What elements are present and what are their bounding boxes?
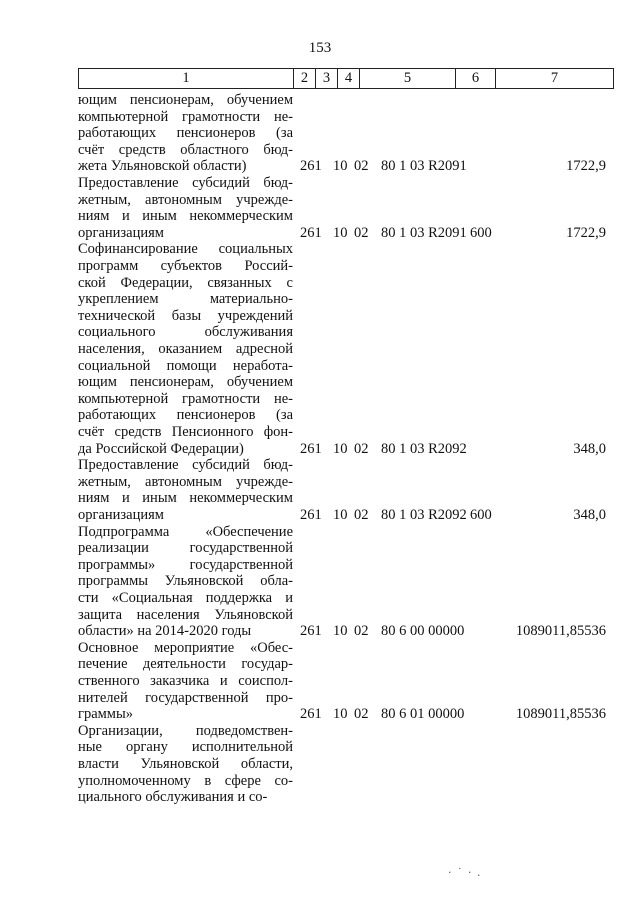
description-line: области» на 2014-2020 годы xyxy=(78,623,252,640)
scan-specks: · ˙ · . xyxy=(448,866,482,879)
description-line: ниям и иным некоммерческим xyxy=(78,490,293,507)
row-description xyxy=(78,175,293,241)
description-line: компьютерной грамотности не- xyxy=(78,108,293,125)
description-line: жетным, автономным учрежде- xyxy=(78,191,293,208)
description-line: ственного заказчика и соиспол- xyxy=(78,672,293,689)
header-col-6: 6 xyxy=(455,69,495,88)
cell-col-5: 80 1 03 R2092 xyxy=(381,506,467,523)
cell-col-2: 261 xyxy=(300,623,322,640)
row-description xyxy=(78,723,293,806)
cell-col-6: 600 xyxy=(470,506,492,523)
header-col-3: 3 xyxy=(315,69,337,88)
description-line: ные органу исполнительной xyxy=(78,739,293,756)
cell-col-4: 02 xyxy=(354,506,369,523)
description-line: Организации, подведомствен- xyxy=(78,722,293,739)
cell-col-5: 80 1 03 R2091 xyxy=(381,224,467,241)
cell-col-3: 10 xyxy=(333,158,348,175)
description-line: уполномоченному в сфере со- xyxy=(78,772,293,789)
cell-col-3: 10 xyxy=(333,224,348,241)
cell-col-7: 348,0 xyxy=(573,440,606,457)
description-line: программы» государственной xyxy=(78,556,293,573)
description-line: социальной помощи неработа- xyxy=(78,357,293,374)
row-description xyxy=(78,92,293,175)
cell-col-4: 02 xyxy=(354,224,369,241)
description-line: работающих пенсионеров (за xyxy=(78,125,293,142)
cell-col-4: 02 xyxy=(354,706,369,723)
header-col-1: 1 xyxy=(78,69,293,88)
cell-col-6: 600 xyxy=(470,224,492,241)
cell-col-3: 10 xyxy=(333,706,348,723)
row-description xyxy=(78,524,293,640)
description-line: организациям xyxy=(78,224,164,241)
description-line: нителей государственной про- xyxy=(78,689,293,706)
description-line: ющим пенсионерам, обучением xyxy=(78,92,293,108)
cell-col-2: 261 xyxy=(300,158,322,175)
description-line: циального обслуживания и со- xyxy=(78,789,268,806)
cell-col-2: 261 xyxy=(300,224,322,241)
row-description xyxy=(78,640,293,723)
description-line: печение деятельности государ- xyxy=(78,656,293,673)
description-line: программы Ульяновской обла- xyxy=(78,573,293,590)
description-line: Основное мероприятие «Обес- xyxy=(78,639,293,656)
description-line: счёт средств Пенсионного фон- xyxy=(78,423,293,440)
cell-col-5: 80 6 00 00000 xyxy=(381,623,465,640)
cell-col-7: 1722,9 xyxy=(566,224,606,241)
header-col-2: 2 xyxy=(293,69,315,88)
cell-col-2: 261 xyxy=(300,440,322,457)
description-line: Предоставление субсидий бюд- xyxy=(78,175,293,191)
description-line: Софинансирование социальных xyxy=(78,241,293,258)
cell-col-5: 80 1 03 R2091 xyxy=(381,158,467,175)
cell-col-5: 80 6 01 00000 xyxy=(381,706,465,723)
description-line: Подпрограмма «Обеспечение xyxy=(78,523,293,540)
description-line: компьютерной грамотности не- xyxy=(78,390,293,407)
cell-col-2: 261 xyxy=(300,506,322,523)
table-header-row xyxy=(78,68,614,89)
cell-col-7: 348,0 xyxy=(573,506,606,523)
cell-col-2: 261 xyxy=(300,706,322,723)
cell-col-5: 80 1 03 R2092 xyxy=(381,440,467,457)
cell-col-7: 1089011,85536 xyxy=(515,623,606,640)
description-line: программ субъектов Россий- xyxy=(78,257,293,274)
header-col-4: 4 xyxy=(337,69,359,88)
header-col-5: 5 xyxy=(359,69,455,88)
description-line: защита населения Ульяновской xyxy=(78,606,293,623)
cell-col-4: 02 xyxy=(354,158,369,175)
cell-col-3: 10 xyxy=(333,623,348,640)
description-line: технической базы учреждений xyxy=(78,307,293,324)
description-line: реализации государственной xyxy=(78,540,293,557)
description-line: ниям и иным некоммерческим xyxy=(78,208,293,225)
description-line: социального обслуживания xyxy=(78,324,293,341)
description-line: жетным, автономным учрежде- xyxy=(78,473,293,490)
row-description xyxy=(78,457,293,523)
description-line: да Российской Федерации) xyxy=(78,440,244,457)
description-line: укреплением материально- xyxy=(78,291,293,308)
row-description xyxy=(78,241,293,457)
description-line: жета Ульяновской области) xyxy=(78,158,247,175)
cell-col-7: 1089011,85536 xyxy=(515,706,606,723)
description-line: счёт средств областного бюд- xyxy=(78,141,293,158)
cell-col-7: 1722,9 xyxy=(566,158,606,175)
page-number: 153 xyxy=(308,40,332,56)
cell-col-3: 10 xyxy=(333,506,348,523)
cell-col-4: 02 xyxy=(354,440,369,457)
header-col-7: 7 xyxy=(495,69,614,88)
description-line: населения, оказанием адресной xyxy=(78,340,293,357)
cell-col-4: 02 xyxy=(354,623,369,640)
description-line: сти «Социальная поддержка и xyxy=(78,589,293,606)
description-line: Предоставление субсидий бюд- xyxy=(78,457,293,474)
description-line: ской Федерации, связанных с xyxy=(78,274,293,291)
cell-col-3: 10 xyxy=(333,440,348,457)
description-line: работающих пенсионеров (за xyxy=(78,407,293,424)
description-line: граммы» xyxy=(78,706,133,723)
description-line: организациям xyxy=(78,506,164,523)
description-line: власти Ульяновской области, xyxy=(78,755,293,772)
description-line: ющим пенсионерам, обучением xyxy=(78,374,293,391)
